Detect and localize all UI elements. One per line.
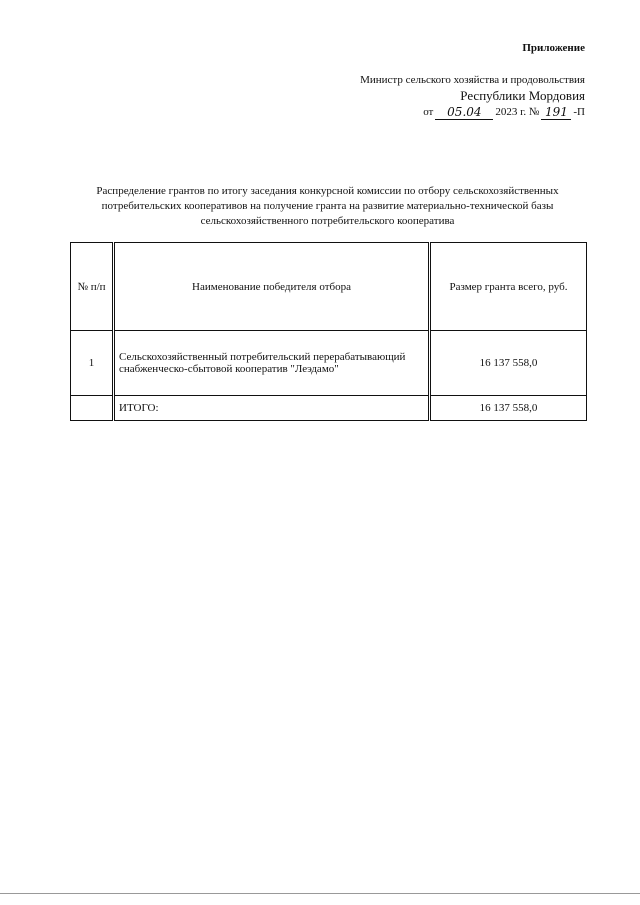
row-winner-name — [114, 331, 430, 396]
table-header-row — [71, 243, 587, 331]
winner-name-line-2: снабженческо-сбытовой кооператив "Леэдамо" — [119, 363, 339, 375]
document-title — [70, 184, 585, 229]
header-grant-amount: Размер гранта всего, руб. — [430, 243, 587, 331]
header-number: № п/п — [71, 243, 114, 331]
title-line-1: Распределение грантов по итогу заседания конкурсной комиссии по отбору сельскохозяйственных — [96, 185, 559, 197]
date-year: 2023 г. № — [495, 106, 540, 118]
total-amount: 16 137 558,0 — [430, 396, 587, 421]
total-label: ИТОГО: — [114, 396, 430, 421]
row-grant-amount: 16 137 558,0 — [430, 331, 587, 396]
date-prefix: от — [423, 106, 434, 118]
signatory-line-1: Министр сельского хозяйства и продовольствия — [360, 74, 585, 86]
signatory-block — [360, 72, 585, 120]
appendix-label: Приложение — [522, 42, 585, 54]
order-date-line — [360, 104, 585, 120]
table-row — [71, 331, 587, 396]
title-line-2: потребительских кооперативов на получение гранта на развитие материально-технической базы — [101, 200, 554, 212]
header-winner-name: Наименование победителя отбора — [114, 243, 430, 331]
scan-edge-line — [0, 893, 640, 894]
grants-table — [70, 242, 587, 421]
handwritten-date: 05.04 — [435, 105, 493, 120]
title-line-3: сельскохозяйственного потребительского кооператива — [200, 215, 455, 227]
winner-name-line-1: Сельскохозяйственный потребительский перерабатывающий — [119, 351, 406, 363]
order-suffix: -П — [573, 106, 585, 118]
total-row — [71, 396, 587, 421]
handwritten-order-number: 191 — [541, 105, 571, 120]
total-number-empty — [71, 396, 114, 421]
row-number: 1 — [71, 331, 114, 396]
signatory-line-2: Республики Мордовия — [460, 88, 585, 103]
